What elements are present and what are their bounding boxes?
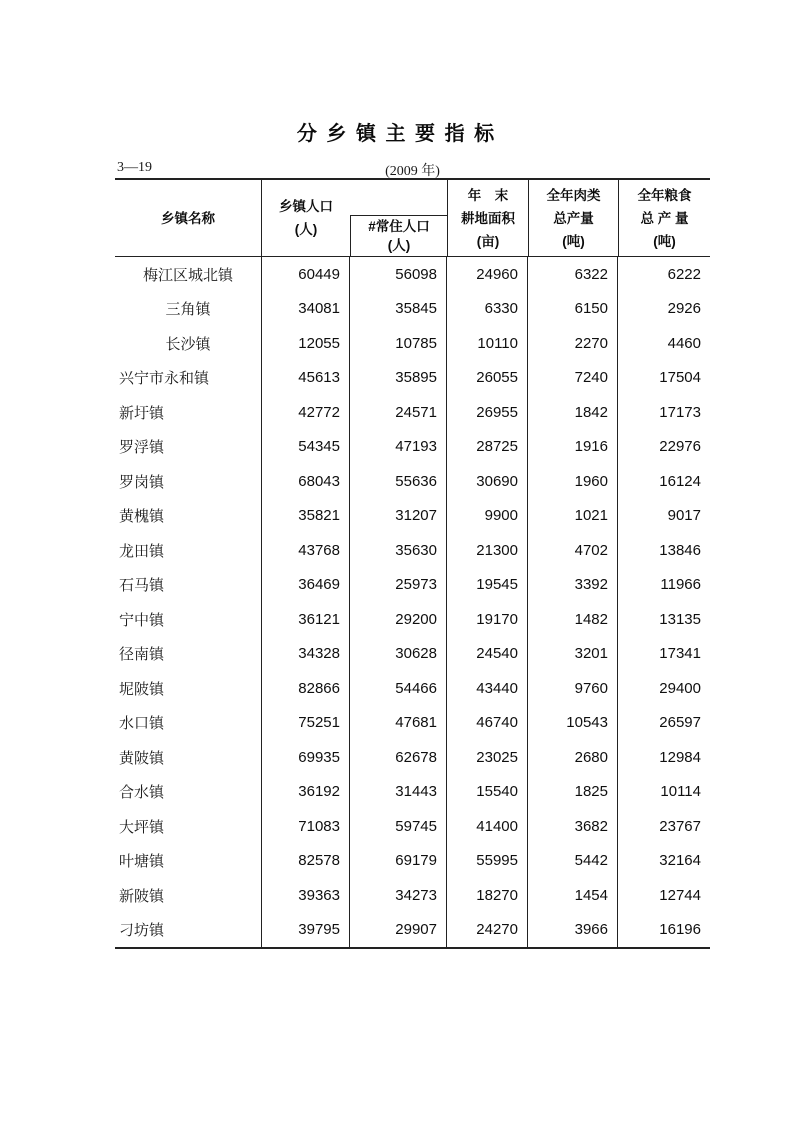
- header-township-population-unit: (人): [294, 222, 318, 237]
- value-cell: 31443: [350, 775, 447, 810]
- value-cell: 11966: [660, 576, 701, 594]
- table-row: [115, 395, 710, 430]
- header-township-name-label: 乡镇名称: [161, 210, 215, 226]
- header-grain-output-unit: (吨): [653, 233, 676, 249]
- value-cell: 10785: [350, 326, 447, 361]
- value-cell: 35821: [262, 499, 350, 534]
- value-cell: 3966: [528, 913, 618, 948]
- value-cell: 26597: [659, 714, 701, 732]
- value-cell: 10110: [447, 326, 528, 361]
- value-cell: 4460: [667, 334, 701, 352]
- value-cell: 75251: [262, 706, 350, 741]
- value-cell: 1454: [528, 878, 618, 913]
- value-cell: 34328: [262, 637, 350, 672]
- value-cell: 17504: [659, 369, 701, 387]
- value-cell: 68043: [262, 464, 350, 499]
- value-cell: 12984: [659, 748, 701, 766]
- value-cell: 4702: [528, 533, 618, 568]
- township-name: 罗岗镇: [115, 464, 262, 499]
- table-row: [115, 878, 710, 913]
- value-cell: 24540: [447, 637, 528, 672]
- value-cell: 6322: [528, 257, 618, 292]
- value-cell: 43440: [447, 671, 528, 706]
- value-cell: 26055: [447, 361, 528, 396]
- value-cell: 42772: [262, 395, 350, 430]
- header-cultivated-land-unit: (亩): [476, 233, 500, 249]
- value-cell: 24571: [350, 395, 447, 430]
- table-row: [115, 533, 710, 568]
- value-cell: 55995: [447, 844, 528, 879]
- township-name: 三角镇: [115, 292, 262, 327]
- value-cell: 82866: [262, 671, 350, 706]
- header-township-population-line1: 乡镇人口: [279, 199, 333, 214]
- value-cell: 43768: [262, 533, 350, 568]
- value-cell: 62678: [350, 740, 447, 775]
- value-cell: 1021: [528, 499, 618, 534]
- value-cell: 36192: [262, 775, 350, 810]
- header-grain-output: [618, 180, 710, 256]
- value-cell: 9017: [667, 507, 701, 525]
- value-cell: 69179: [350, 844, 447, 879]
- table-number: 3—19: [117, 160, 152, 175]
- value-cell: 23767: [659, 817, 701, 835]
- township-name: 大坪镇: [115, 809, 262, 844]
- value-cell: 39363: [262, 878, 350, 913]
- township-name: 石马镇: [115, 568, 262, 603]
- township-name: 刁坊镇: [115, 913, 262, 948]
- township-name: 长沙镇: [115, 326, 262, 361]
- township-name: 罗浮镇: [115, 430, 262, 465]
- table-row: [115, 637, 710, 672]
- value-cell: 47193: [350, 430, 447, 465]
- header-meat-output-line2: 总产量: [553, 210, 594, 226]
- value-cell: 15540: [447, 775, 528, 810]
- value-cell: 29200: [350, 602, 447, 637]
- value-cell: 47681: [350, 706, 447, 741]
- value-cell: 1916: [528, 430, 618, 465]
- value-cell: 34273: [350, 878, 447, 913]
- township-name: 坭陂镇: [115, 671, 262, 706]
- township-name: 黄陂镇: [115, 740, 262, 775]
- value-cell: 3392: [528, 568, 618, 603]
- table-row: [115, 844, 710, 879]
- value-cell: 1482: [528, 602, 618, 637]
- value-cell: 25973: [350, 568, 447, 603]
- value-cell: 45613: [262, 361, 350, 396]
- value-cell: 13846: [659, 541, 701, 559]
- table-row: [115, 740, 710, 775]
- table-row: [115, 568, 710, 603]
- year-label: (2009 年): [385, 164, 440, 179]
- township-name: 叶塘镇: [115, 844, 262, 879]
- value-cell: 13135: [659, 610, 701, 628]
- value-cell: 17173: [659, 403, 701, 421]
- value-cell: 17341: [659, 645, 701, 663]
- indicators-table: [115, 178, 710, 949]
- value-cell: 39795: [262, 913, 350, 948]
- value-cell: 19545: [447, 568, 528, 603]
- township-name: 合水镇: [115, 775, 262, 810]
- header-grain-output-line1: 全年粮食: [637, 187, 692, 203]
- value-cell: 1842: [528, 395, 618, 430]
- value-cell: 2680: [528, 740, 618, 775]
- value-cell: 69935: [262, 740, 350, 775]
- value-cell: 26955: [447, 395, 528, 430]
- value-cell: 71083: [262, 809, 350, 844]
- value-cell: 56098: [350, 257, 447, 292]
- value-cell: 55636: [350, 464, 447, 499]
- value-cell: 12055: [262, 326, 350, 361]
- value-cell: 9760: [528, 671, 618, 706]
- township-name: 径南镇: [115, 637, 262, 672]
- table-row: [115, 361, 710, 396]
- value-cell: 54345: [262, 430, 350, 465]
- township-name: 黄槐镇: [115, 499, 262, 534]
- table-row: [115, 913, 710, 948]
- value-cell: 24270: [447, 913, 528, 948]
- value-cell: 9900: [447, 499, 528, 534]
- value-cell: 3201: [528, 637, 618, 672]
- value-cell: 60449: [262, 257, 350, 292]
- township-name: 新陂镇: [115, 878, 262, 913]
- value-cell: 23025: [447, 740, 528, 775]
- value-cell: 16196: [659, 921, 701, 939]
- header-cultivated-land-line1: 年 末: [467, 187, 509, 203]
- value-cell: 41400: [447, 809, 528, 844]
- value-cell: 1960: [528, 464, 618, 499]
- table-row: [115, 430, 710, 465]
- value-cell: 18270: [447, 878, 528, 913]
- township-name: 新圩镇: [115, 395, 262, 430]
- township-name: 龙田镇: [115, 533, 262, 568]
- table-row: [115, 464, 710, 499]
- value-cell: 21300: [447, 533, 528, 568]
- header-meat-output-line1: 全年肉类: [546, 187, 601, 203]
- value-cell: 6222: [667, 265, 701, 283]
- header-cultivated-land: [447, 180, 528, 256]
- value-cell: 35895: [350, 361, 447, 396]
- value-cell: 24960: [447, 257, 528, 292]
- value-cell: 29907: [350, 913, 447, 948]
- value-cell: 10543: [528, 706, 618, 741]
- table-row: [115, 809, 710, 844]
- header-resident-population-line1: #常住人口: [368, 219, 430, 234]
- value-cell: 19170: [447, 602, 528, 637]
- value-cell: 6330: [447, 292, 528, 327]
- table-row: [115, 602, 710, 637]
- value-cell: 34081: [262, 292, 350, 327]
- table-header: [115, 180, 710, 257]
- table-body: [115, 257, 710, 947]
- value-cell: 2270: [528, 326, 618, 361]
- header-resident-population-unit: (人): [387, 238, 411, 253]
- table-row: [115, 326, 710, 361]
- table-row: [115, 292, 710, 327]
- value-cell: 30690: [447, 464, 528, 499]
- header-township-name: [115, 180, 262, 256]
- value-cell: 31207: [350, 499, 447, 534]
- township-name: 梅江区城北镇: [115, 257, 262, 292]
- value-cell: 2926: [667, 300, 701, 318]
- header-cultivated-land-line2: 耕地面积: [461, 210, 515, 226]
- table-row: [115, 257, 710, 292]
- value-cell: 28725: [447, 430, 528, 465]
- table-row: [115, 775, 710, 810]
- value-cell: 22976: [659, 438, 701, 456]
- value-cell: 10114: [660, 783, 701, 801]
- value-cell: 35630: [350, 533, 447, 568]
- header-meat-output: [528, 180, 618, 256]
- table-row: [115, 706, 710, 741]
- page-title: 分 乡 镇 主 要 指 标: [296, 123, 497, 145]
- value-cell: 12744: [659, 886, 701, 904]
- value-cell: 36469: [262, 568, 350, 603]
- value-cell: 32164: [659, 852, 701, 870]
- header-grain-output-line2: 总 产 量: [640, 210, 689, 226]
- header-resident-population: [350, 215, 447, 256]
- value-cell: 16124: [659, 472, 701, 490]
- value-cell: 46740: [447, 706, 528, 741]
- table-row: [115, 671, 710, 706]
- township-name: 宁中镇: [115, 602, 262, 637]
- value-cell: 29400: [659, 679, 701, 697]
- value-cell: 30628: [350, 637, 447, 672]
- township-name: 水口镇: [115, 706, 262, 741]
- value-cell: 6150: [528, 292, 618, 327]
- value-cell: 59745: [350, 809, 447, 844]
- value-cell: 7240: [528, 361, 618, 396]
- township-name: 兴宁市永和镇: [115, 361, 262, 396]
- value-cell: 36121: [262, 602, 350, 637]
- header-township-population: [262, 180, 350, 256]
- value-cell: 82578: [262, 844, 350, 879]
- table-row: [115, 499, 710, 534]
- value-cell: 1825: [528, 775, 618, 810]
- value-cell: 35845: [350, 292, 447, 327]
- value-cell: 54466: [350, 671, 447, 706]
- header-meat-output-unit: (吨): [562, 233, 585, 249]
- value-cell: 3682: [528, 809, 618, 844]
- value-cell: 5442: [528, 844, 618, 879]
